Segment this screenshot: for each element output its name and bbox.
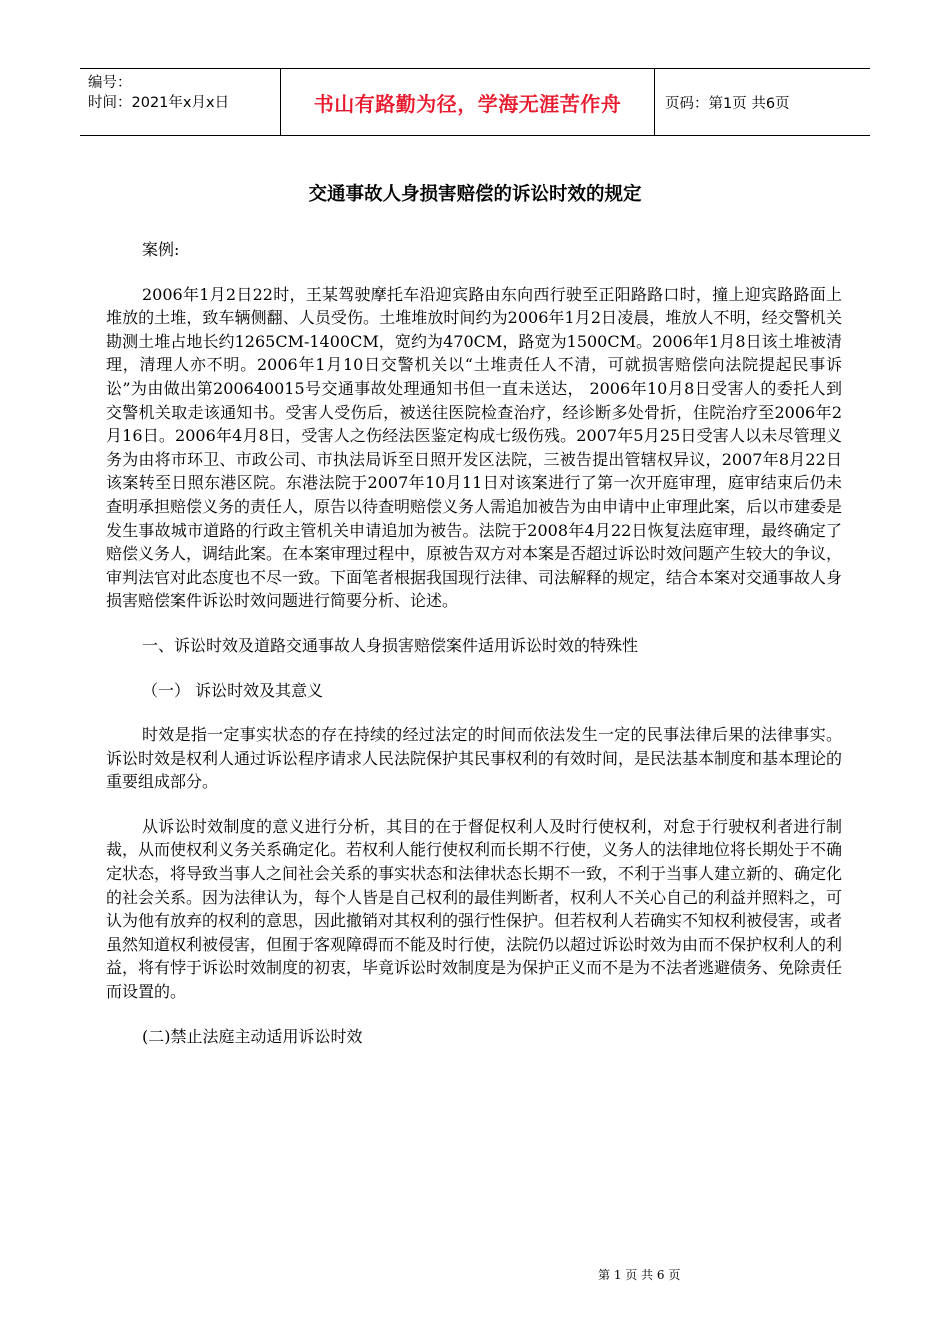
footer-page-number: 第 1 页 共 6 页 xyxy=(598,1268,681,1282)
header-meta xyxy=(80,69,280,135)
section-heading-1: 一、诉讼时效及道路交通事故人身损害赔偿案件适用诉讼时效的特殊性 xyxy=(142,635,639,655)
page-header xyxy=(80,68,870,136)
significance-paragraph: 从诉讼时效制度的意义进行分析，其目的在于督促权利人及时行使权利，对怠于行驶权利者进行制裁，从而使权利义务关系确定化。若权利人能行使权利而长期不行使，义务人的法律地位将长期处于不确定状态，将导致当事人之间社会关系的事实状态和法律状态长期不一致，不利于当事人建立新的、确定化的社会关系。因为法律认为，每个人皆是自己权利的最佳判断者，权利人不关心自己的利益并照料之，可认为他有放弃的权利的意思，因此撤销对其权利的强行性保护。但若权利人若确实不知权利被侵害，或者虽然知道权利被侵害，但囿于客观障碍而不能及时行使，法院仍以超过诉讼时效为由而不保护权利人的利益，将有悖于诉讼时效制度的初衷，毕竟诉讼时效制度是为保护正义而不是为不法者逃避债务、免除责任而设置的。 xyxy=(106,816,843,1002)
case-paragraph: 2006年1月2日22时，王某驾驶摩托车沿迎宾路由东向西行驶至正阳路路口时，撞上迎宾路路面上堆放的土堆，致车辆侧翻、人员受伤。土堆堆放时间约为2006年1月2日凌晨，堆放人不明，经交警机关勘测土堆占地长约1265CM-1400CM，宽约为470CM，路宽为1500CM。2006年1月8日该土堆被清理，清理人亦不明。2006年1月10日交警机关以“土堆责任人不清，可就损害赔偿向法院提起民事诉讼”为由做出第200640015号交通事故处理通知书但一直未送达， 2006年10月8日受害人的委托人到交警机关取走该通知书。受害人受伤后，被送往医院检查治疗，经诊断多处骨折，住院治疗至2006年2月16日。2006年4月8日，受害人之伤经法医鉴定构成七级伤残。2007年5月25日受害人以未尽管理义务为由将市环卫、市政公司、市执法局诉至日照开发区法院，三被告提出管辖权异议，2007年8月22日该案转至日照东港区院。东港法院于2007年10月11日对该案进行了第一次开庭审理，庭审结束后仍未查明承担赔偿义务的责任人，原告以待查明赔偿义务人需追加被告为由申请中止审理此案，后以市建委是发生事故城市道路的行政主管机关申请追加为被告。法院于2008年4月22日恢复法庭审理，最终确定了赔偿义务人，调结此案。在本案审理过程中，原被告双方对本案是否超过诉讼时效问题产生较大的争议，审判法官对此态度也不尽一致。下面笔者根据我国现行法律、司法解释的规定，结合本案对交通事故人身损害赔偿案件诉讼时效问题进行简要分析、论述。 xyxy=(106,284,843,611)
document-number-label: 编号： xyxy=(88,75,132,91)
document-date-label: 时间：2021年x月x日 xyxy=(88,95,230,111)
definition-paragraph: 时效是指一定事实状态的存在持续的经过法定的时间而依法发生一定的民事法律后果的法律事实。诉讼时效是权利人通过诉讼程序请求人民法院保护其民事权利的有效时间，是民法基本制度和基本理论的重要组成部分。 xyxy=(106,725,843,792)
header-page-info-cell xyxy=(655,69,870,135)
document-body xyxy=(106,238,842,1048)
header-motto: 书山有路勤为径，学海无涯苦作舟 xyxy=(313,91,622,116)
case-label: 案例: xyxy=(142,240,180,259)
document-title: 交通事故人身损害赔偿的诉讼时效的规定 xyxy=(308,184,642,205)
header-page-info: 页码：第1页 共6页 xyxy=(665,95,790,112)
header-motto-cell xyxy=(280,69,655,135)
subsection-heading-1: （一） 诉讼时效及其意义 xyxy=(142,680,324,700)
subsection-heading-2: (二)禁止法庭主动适用诉讼时效 xyxy=(142,1026,363,1046)
